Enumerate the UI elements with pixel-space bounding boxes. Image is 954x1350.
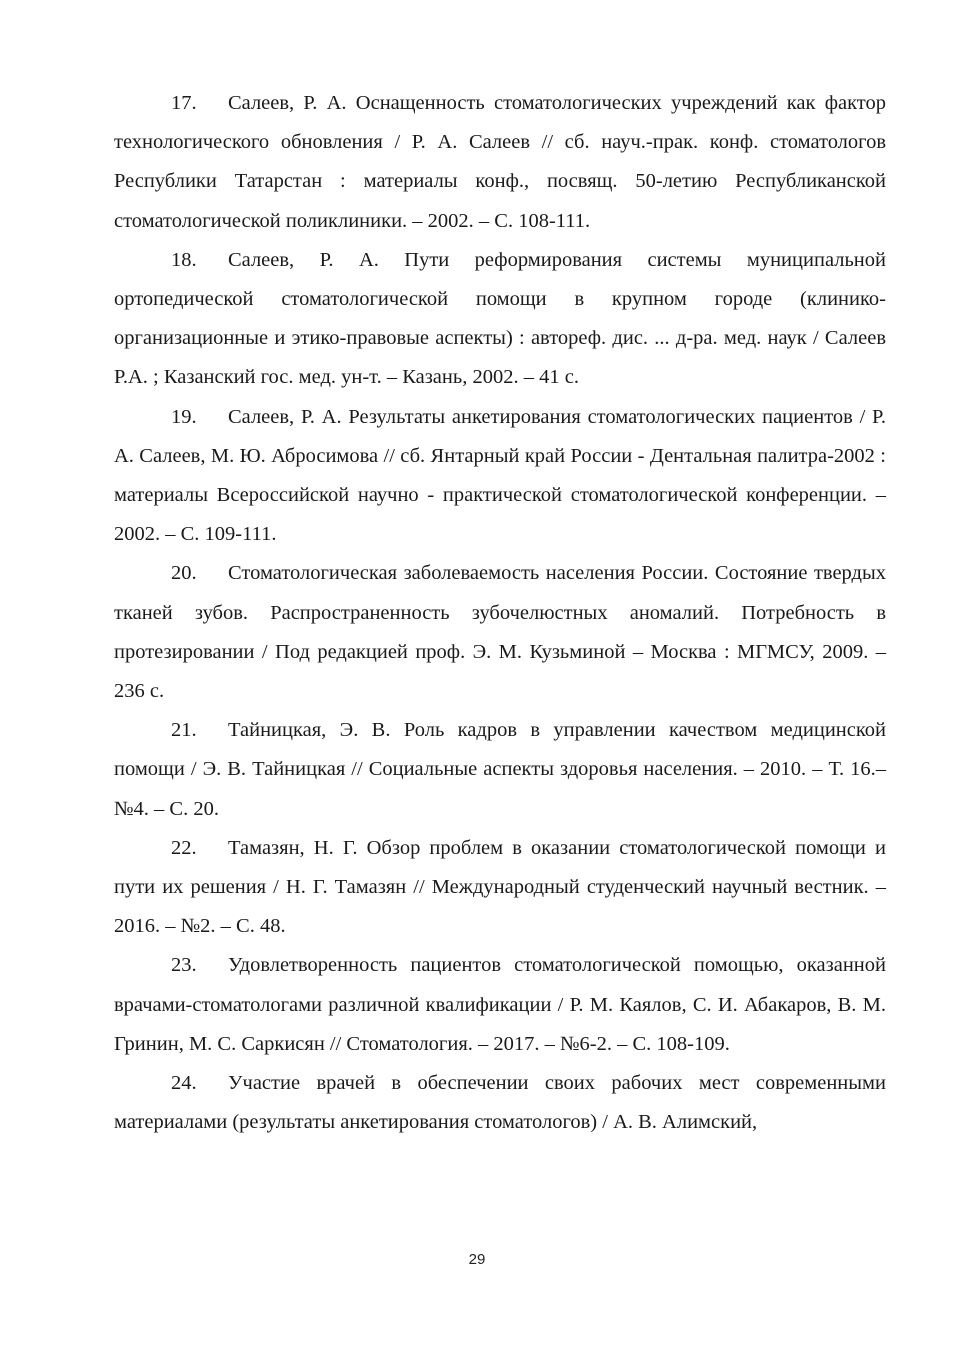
reference-item xyxy=(114,711,886,829)
reference-item xyxy=(114,829,886,947)
reference-text: Салеев, Р. А. Пути реформирования системы муниципальной ортопедической стоматологической помощи в крупном городе (клинико-организационные и этико-правовые аспекты) : автореф. дис. ... д-ра. мед. наук / Салеев Р.А. ; Казанский гос. мед. ун-т. – Казань, 2002. – 41 с. xyxy=(114,248,886,389)
reference-number: 19. xyxy=(171,405,197,428)
reference-item xyxy=(114,554,886,711)
reference-item xyxy=(114,946,886,1064)
reference-number: 21. xyxy=(171,719,197,742)
reference-text: Салеев, Р. А. Оснащенность стоматологических учреждений как фактор технологического обновления / Р. А. Салеев // сб. науч.-прак. конф. стоматологов Республики Татарстан : материалы конф., посвящ. 50-летию Республиканской стоматологической поликлиники. – 2002. – С. 108-111. xyxy=(114,92,886,232)
reference-number: 22. xyxy=(171,836,197,859)
reference-number: 24. xyxy=(171,1072,197,1095)
reference-number: 17. xyxy=(171,92,197,114)
reference-item xyxy=(114,84,886,241)
reference-item xyxy=(114,1064,886,1142)
reference-text: Тайницкая, Э. В. Роль кадров в управлении качеством медицинской помощи / Э. В. Тайницкая // Социальные аспекты здоровья населения. – 2010. – Т. 16.– №4. – С. 20. xyxy=(114,719,886,820)
reference-text: Удовлетворенность пациентов стоматологической помощью, оказанной врачами-стоматологами различной квалификации / Р. М. Каялов, С. И. Абакаров, В. М. Гринин, М. С. Саркисян // Стоматология. – 2017. – №6-2. – С. 108-109. xyxy=(114,954,886,1055)
page-number: 29 xyxy=(468,1251,486,1268)
reference-text: Салеев, Р. А. Результаты анкетирования стоматологических пациентов / Р. А. Салеев, М. Ю. Абросимова // сб. Янтарный край России - Дентальная палитра-2002 : материалы Всероссийской научно - практической стоматологической конференции. – 2002. – С. 109-111. xyxy=(114,405,886,546)
reference-text: Участие врачей в обеспечении своих рабочих мест современными материалами (результаты анкетирования стоматологов) / А. В. Алимский, xyxy=(114,1072,886,1134)
reference-number: 18. xyxy=(171,248,197,271)
reference-text: Стоматологическая заболеваемость населения России. Состояние твердых тканей зубов. Распространенность зубочелюстных аномалий. Потребность в протезировании / Под редакцией проф. Э. М. Кузьминой – Москва : МГМСУ, 2009. – 236 с. xyxy=(114,562,886,703)
reference-text: Тамазян, Н. Г. Обзор проблем в оказании стоматологической помощи и пути их решения / Н. Г. Тамазян // Международный студенческий научный вестник. – 2016. – №2. – С. 48. xyxy=(114,836,886,938)
reference-number: 20. xyxy=(171,562,197,585)
reference-number: 23. xyxy=(171,954,197,977)
reference-item xyxy=(114,398,886,555)
reference-list xyxy=(114,84,886,1142)
reference-item xyxy=(114,241,886,398)
